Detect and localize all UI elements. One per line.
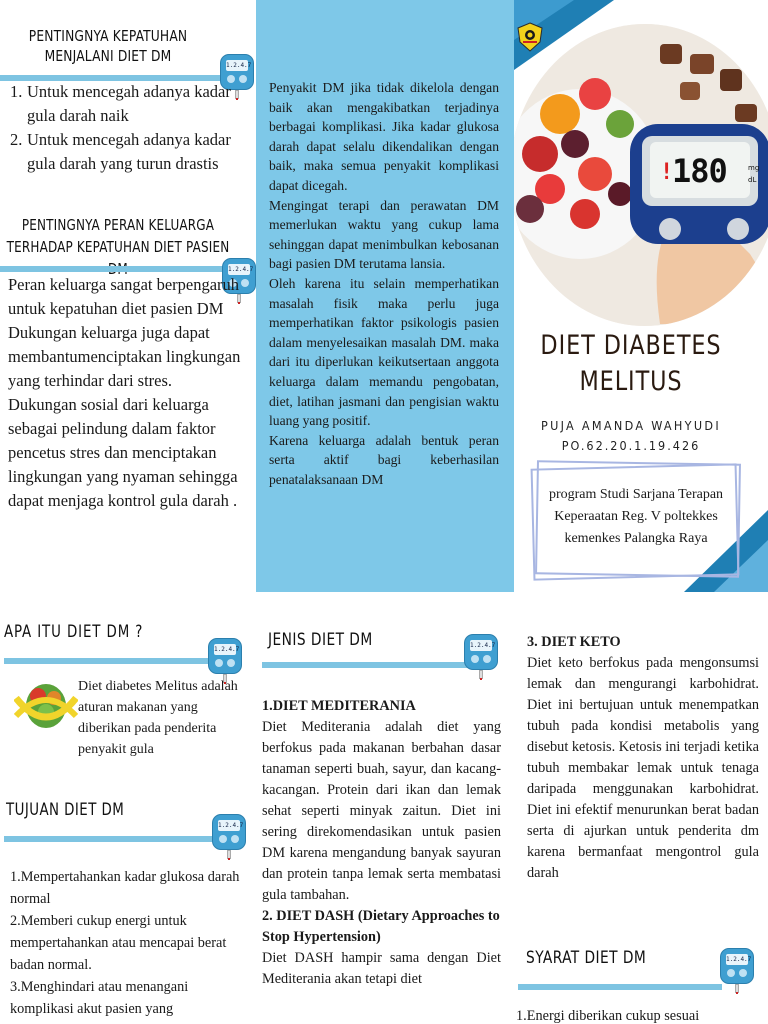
panel-bottom-middle xyxy=(258,592,514,1024)
section-title-line: TERHADAP KEPATUHAN DIET PASIEN xyxy=(6,238,230,256)
divider-bar xyxy=(0,266,226,272)
list-text: Untuk mencegah adanya kadar gula darah yang turun drastis xyxy=(27,130,231,173)
school-logo xyxy=(516,22,544,52)
paragraph: Peran keluarga sangat berpengaruh untuk kepatuhan diet pasien DM xyxy=(8,275,240,318)
institution-text: program Studi Sarjana Terapan Keperaatan Reg. V poltekkes kemenkes Palangka Raya xyxy=(548,487,724,546)
panel-top-middle xyxy=(256,0,514,592)
subheading: 3. DIET KETO xyxy=(527,634,621,650)
diet-keto xyxy=(527,632,759,884)
paragraph: Diet Mediterania adalah diet yang berfokus pada makanan berbahan dasar tanaman seperti buah, sayur, dan kacang-kacangan. Protein dari ikan dan lemak sehat seperti minyak zaitun. Diet ini sering direkomendasikan untuk pasien DM karena mengandung banyak sayuran dan protein tanpa lemak serta membatasi gula tambahan. xyxy=(262,719,501,903)
cover-title xyxy=(523,328,738,400)
list-item xyxy=(10,128,250,176)
panel-top-left xyxy=(0,0,256,592)
diet-types-text xyxy=(262,696,501,990)
divider-bar xyxy=(518,984,722,990)
glucose-meter-icon: 1.2.4.7 xyxy=(720,948,754,994)
divider-bar xyxy=(262,662,476,668)
paragraph: Dukungan keluarga juga dapat membantumenciptakan lingkungan yang terhindar dari stres. xyxy=(8,323,241,390)
paragraph: Dukungan sosial dari keluarga sebagai pelindung dalam faktor pencetus stres dan menciptakan lingkungan yang nyaman sehingga dapat menjaga kontrol gula darah . xyxy=(8,395,238,510)
paragraph: Diet keto berfokus pada mengonsumsi lemak dan mengurangi karbohidrat. Diet ini bertujuan untuk menempatkan tubuh pada kondisi metabolis yang disebut ketosis. Ketosis ini terjadi ketika tubuh membakar lemak untuk tenaga daripada menggunakan karbohidrat. Diet ini efektif menurunkan berat badan serta di ajurkan untuk penderita dm karena bermanfaat mengontrol gula darah xyxy=(527,655,759,881)
glucose-meter-icon: 1.2.4.7 xyxy=(222,258,256,304)
goals-list xyxy=(10,866,252,1020)
definition-text: Diet diabetes Melitus adalah aturan makanan yang diberikan pada penderita penyakit gula xyxy=(78,679,238,757)
glucose-meter-icon: 1.2.4.7 xyxy=(212,814,246,860)
section-title-line: MENJALANI DIET DM xyxy=(44,47,172,65)
section-title-tujuan: TUJUAN DIET DM xyxy=(6,800,125,819)
glucose-meter-icon: 1.2.4.7 xyxy=(220,54,254,100)
glucose-meter-icon: 1.2.4.7 xyxy=(208,638,242,684)
list-number: 1. xyxy=(10,82,23,101)
section-title-line: PENTINGNYA KEPATUHAN xyxy=(28,27,188,45)
cover-author: PUJA AMANDA WAHYUDI xyxy=(541,418,721,433)
middle-text xyxy=(269,78,499,489)
section-title-syarat: SYARAT DIET DM xyxy=(526,948,647,968)
list-item: 1.Mempertahankan kadar glukosa darah normal xyxy=(10,869,240,907)
paragraph: Mengingat terapi dan perawatan DM memerlukan waktu yang cukup lama sehinggan dapat menimbulkan kebosanan bagi pasien DM terutama lansia. xyxy=(269,197,499,272)
list-text: Untuk mencegah adanya kadar gula darah naik xyxy=(27,82,231,125)
keluarga-text xyxy=(8,273,252,513)
subheading: 1.DIET MEDITERANIA xyxy=(262,698,416,714)
cover-title-line: DIET DIABETES xyxy=(540,330,722,361)
paragraph: Oleh karena itu selain memperhatikan masalah fisik maka perlu juga memperhatikan faktor psikologis pasien dalam menyelesaikan masalah DM. maka dari itu diperlukan keikutsertaan anggota keluarga dalam memandu pengobatan, diet, latihan jasmani dan pengisian waktu luang yang positif. xyxy=(269,275,499,429)
divider-bar xyxy=(4,836,214,842)
glucose-meter-icon: 1.2.4.7 xyxy=(464,634,498,680)
meter-unit-top: mg xyxy=(748,164,760,172)
section-title-line: PENTINGNYA PERAN KELUARGA xyxy=(21,216,215,234)
cover-photo xyxy=(514,24,768,326)
panel-bottom-left xyxy=(0,592,258,1024)
meter-alert-icon: ! xyxy=(660,160,674,185)
subheading: 2. DIET DASH (Dietary Approaches to Stop Hypertension) xyxy=(262,908,500,945)
kepatuhan-list xyxy=(10,80,250,176)
panel-cover xyxy=(514,0,768,592)
paragraph: Karena keluarga adalah bentuk peran serta aktif bagi keberhasilan penatalaksanaan DM xyxy=(269,432,499,487)
cover-nim: PO.62.20.1.19.426 xyxy=(561,438,701,453)
list-item: 3.Menghindari atau menangani komplikasi akut pasien yang xyxy=(10,979,189,1017)
section-title-jenis: JENIS DIET DM xyxy=(268,630,373,650)
paragraph: Penyakit DM jika tidak dikelola dengan baik akan mengakibatkan terjadinya berbagai komplikasi. Jika kadar glukosa darah dapat selalu dikendalikan dengan baik, maka semua penyakit komplikasi dapat dicegah. xyxy=(269,80,499,193)
panel-bottom-right xyxy=(514,592,768,1024)
syarat-item: 1.Energi diberikan cukup sesuai xyxy=(516,1008,700,1024)
list-item: 2.Memberi cukup energi untuk mempertahankan atau mencapai berat badan normal. xyxy=(10,913,227,973)
divider-bar xyxy=(4,658,214,664)
section-title-apa-itu: APA ITU DIET DM ? xyxy=(4,622,144,641)
meter-reading: 180 xyxy=(672,152,727,190)
paragraph: Diet DASH hampir sama dengan Diet Mediterania akan tetapi diet xyxy=(262,950,501,987)
cover-title-line: MELITUS xyxy=(579,366,683,397)
list-item xyxy=(10,80,250,128)
vegetables-measuring-tape-icon xyxy=(14,676,78,734)
section-title-kepatuhan xyxy=(13,26,203,66)
list-number: 2. xyxy=(10,130,23,149)
meter-unit-bottom: dL xyxy=(748,176,757,184)
institution-box xyxy=(528,460,742,584)
